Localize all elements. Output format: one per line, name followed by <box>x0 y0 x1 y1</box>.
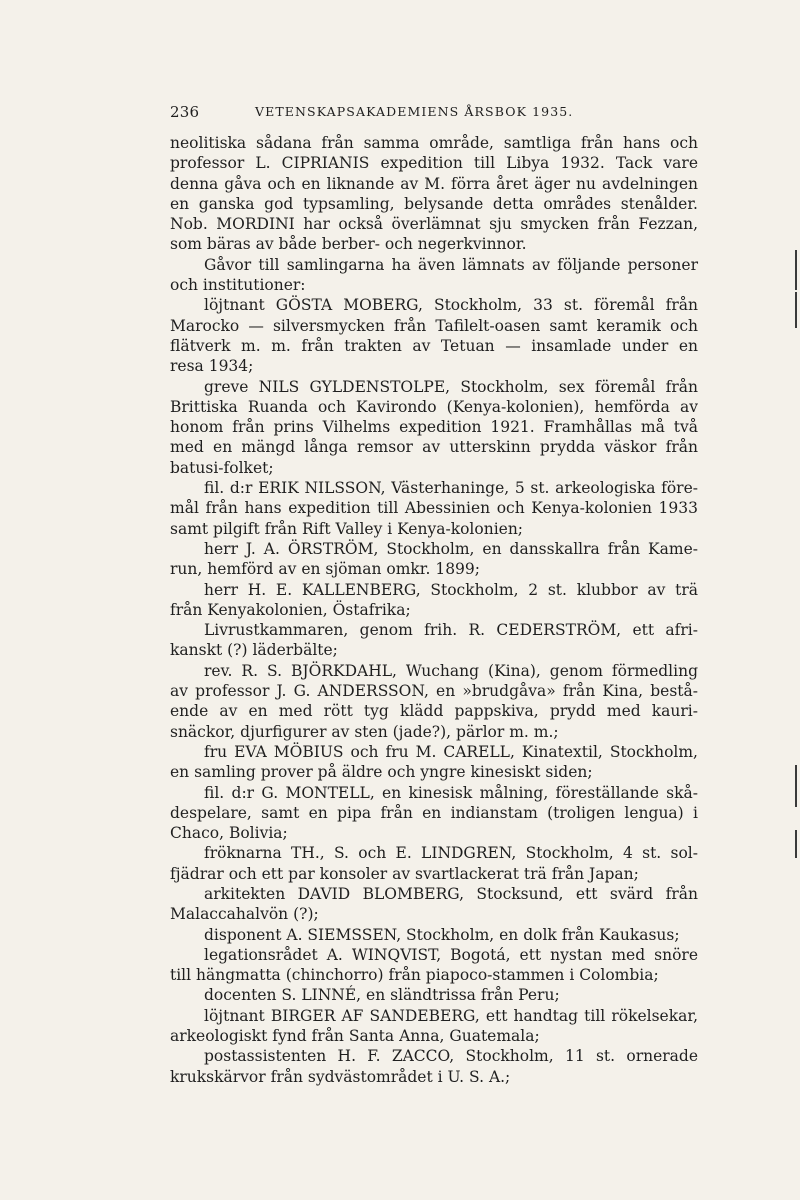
text-line: despelare, samt en pipa från en indianstam (troligen lengua) i <box>170 803 698 822</box>
text-line: av professor J. G. ANDERSSON, en »brudgåva» från Kina, bestå- <box>170 682 698 701</box>
page-header <box>170 103 698 123</box>
text-line: resa 1934; <box>170 357 254 376</box>
text-line: mål från hans expedition till Abessinien och Kenya-kolonien 1933 <box>170 499 698 518</box>
text-line: fil. d:r G. MONTELL, en kinesisk målning, föreställande skå- <box>204 783 698 802</box>
text-line: rev. R. S. BJÖRKDAHL, Wuchang (Kina), genom förmedling <box>204 661 698 680</box>
text-line: greve NILS GYLDENSTOLPE, Stockholm, sex föremål från <box>204 377 698 396</box>
text-line: kanskt (?) läderbälte; <box>170 641 338 660</box>
text-line: herr J. A. ÖRSTRÖM, Stockholm, en dansskallra från Kame- <box>204 539 698 558</box>
scan-edge-mark <box>795 250 797 290</box>
text-line: Marocko — silversmycken från Tafilelt-oasen samt keramik och <box>170 316 698 335</box>
text-line: med en mängd långa remsor av utterskinn prydda väskor från <box>170 438 698 457</box>
text-line: postassistenten H. F. ZACCO, Stockholm, 11 st. ornerade <box>204 1047 698 1066</box>
text-line: till hängmatta (chinchorro) från piapoco-stammen i Colombia; <box>170 966 659 985</box>
scan-edge-mark <box>795 765 797 807</box>
text-line: Brittiska Ruanda och Kavirondo (Kenya-kolonien), hemförda av <box>170 397 698 416</box>
scan-edge-mark <box>795 830 797 858</box>
text-line: fjädrar och ett par konsoler av svartlackerat trä från Japan; <box>170 864 639 883</box>
text-line: en samling prover på äldre och yngre kinesiskt siden; <box>170 763 593 782</box>
text-line: snäckor, djurfigurer av sten (jade?), pärlor m. m.; <box>170 722 559 741</box>
text-line: honom från prins Vilhelms expedition 1921. Framhållas må två <box>170 418 698 437</box>
text-line: ende av en med rött tyg klädd pappskiva, prydd med kauri- <box>170 702 698 721</box>
text-line: löjtnant GÖSTA MOBERG, Stockholm, 33 st. föremål från <box>204 296 698 315</box>
text-line: flätverk m. m. från trakten av Tetuan — insamlade under en <box>170 336 698 355</box>
text-line: och institutioner: <box>170 276 306 295</box>
text-line: löjtnant BIRGER AF SANDEBERG, ett handtag till rökelsekar, <box>204 1006 698 1025</box>
text-line: samt pilgift från Rift Valley i Kenya-kolonien; <box>170 519 524 538</box>
text-line: från Kenyakolonien, Östafrika; <box>170 600 411 619</box>
text-line: krukskärvor från sydvästområdet i U. S. A.; <box>170 1067 511 1086</box>
scan-edge-mark <box>795 292 797 328</box>
text-line: arkeologiskt fynd från Santa Anna, Guatemala; <box>170 1027 540 1046</box>
text-line: batusi-folket; <box>170 458 274 477</box>
text-line: legationsrådet A. WINQVIST, Bogotá, ett nystan med snöre <box>204 945 698 964</box>
text-line: fröknarna TH., S. och E. LINDGREN, Stockholm, 4 st. sol- <box>204 844 698 863</box>
text-line: denna gåva och en liknande av M. förra året äger nu avdelningen <box>170 174 698 193</box>
text-line: Chaco, Bolivia; <box>170 824 288 843</box>
text-line: run, hemförd av en sjöman omkr. 1899; <box>170 560 481 579</box>
page-number: 236 <box>170 103 200 121</box>
text-line: fru EVA MÖBIUS och fru M. CARELL, Kinatextil, Stockholm, <box>204 742 698 761</box>
text-line: en ganska god typsamling, belysande detta områdes stenålder. <box>170 194 698 213</box>
text-line: Livrustkammaren, genom frih. R. CEDERSTRÖM, ett afri- <box>204 621 698 640</box>
text-line: herr H. E. KALLENBERG, Stockholm, 2 st. klubbor av trä <box>204 580 698 599</box>
text-line: Malaccahalvön (?); <box>170 905 319 924</box>
text-line: fil. d:r ERIK NILSSON, Västerhaninge, 5 st. arkeologiska före- <box>204 479 698 498</box>
running-head: VETENSKAPSAKADEMIENS ÅRSBOK 1935. <box>255 104 574 119</box>
text-line: Gåvor till samlingarna ha även lämnats av följande personer <box>204 255 698 274</box>
text-line: som bäras av både berber- och negerkvinnor. <box>170 235 527 254</box>
text-line: professor L. CIPRIANIS expedition till Libya 1932. Tack vare <box>170 154 698 173</box>
text-line: docenten S. LINNÉ, en sländtrissa från Peru; <box>204 986 560 1005</box>
text-line: arkitekten DAVID BLOMBERG, Stocksund, ett svärd från <box>204 884 698 903</box>
text-line: neolitiska sådana från samma område, samtliga från hans och <box>170 134 698 152</box>
text-line: disponent A. SIEMSSEN, Stockholm, en dolk från Kaukasus; <box>204 925 680 944</box>
body-text <box>170 133 698 1087</box>
text-line: Nob. MORDINI har också överlämnat sju smycken från Fezzan, <box>170 215 698 234</box>
